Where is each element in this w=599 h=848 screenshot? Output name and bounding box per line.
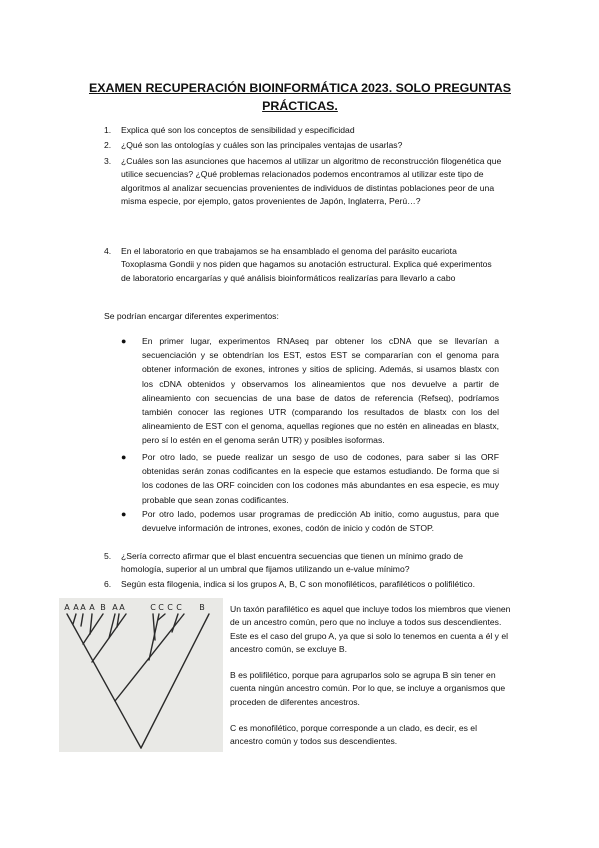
- question-text: ¿Sería correcto afirmar que el blast encuentra secuencias que tienen un mínimo grado de homología, superior al un umbral que fijamos utilizando un e-value mínimo?: [121, 551, 464, 575]
- question-number: 2.: [104, 140, 112, 150]
- question-2: [104, 139, 502, 152]
- question-4: [104, 245, 502, 285]
- answer-6-monophyletic: C es monofilético, porque corresponde a un clado, es decir, es el ancestro común y todos sus descendientes.: [230, 723, 477, 747]
- tree-leaf-label: C: [176, 603, 182, 612]
- title-line-1: EXAMEN RECUPERACIÓN BIOINFORMÁTICA 2023. SOLO PREGUNTAS: [88, 81, 511, 95]
- tree-leaf-label: C: [167, 603, 173, 612]
- answer-4-bullet-1: [121, 334, 499, 448]
- question-text: ¿Qué son las ontologías y cuáles son las principales ventajas de usarlas?: [121, 140, 403, 150]
- question-3: [104, 155, 502, 209]
- bullet-icon: ●: [121, 509, 127, 519]
- tree-leaf-label: B: [100, 603, 106, 612]
- question-6: [104, 578, 541, 591]
- answer-6-paraphyletic: Un taxón parafilético es aquel que incluye todos los miembros que vienen de un ancestro común, pero que no incluye a todos sus descendientes. Este es el caso del grupo A, ya que si solo lo tenemos en cuenta a él y el ancestro común, se excluye B.: [230, 604, 511, 655]
- page-title: [88, 79, 512, 115]
- tree-leaf-label: A: [64, 603, 70, 612]
- question-1: [104, 124, 502, 137]
- answer-4-intro: Se podrían encargar diferentes experimentos:: [104, 311, 279, 321]
- phylogeny-photo: [59, 598, 223, 752]
- question-5: [104, 550, 502, 577]
- question-text: Explica qué son los conceptos de sensibilidad y especificidad: [121, 125, 355, 135]
- question-number: 4.: [104, 246, 112, 256]
- bullet-text: Por otro lado, podemos usar programas de predicción Ab initio, como augustus, para que devuelve información de intrones, exones, codón de inicio y codón de STOP.: [142, 509, 499, 534]
- question-text: ¿Cuáles son las asunciones que hacemos al utilizar un algoritmo de reconstrucción filogenética que utilice secuencias? ¿Qué problemas relacionados podemos encontramos al utilizar este tipo de algoritmos al analizar secuencias provenientes de individuos de distintas poblaciones peor de una misma especie, por ejemplo, gatos provenientes de Japón, Inglaterra, Perú…?: [121, 156, 502, 207]
- bullet-icon: ●: [121, 336, 127, 346]
- question-text: En el laboratorio en que trabajamos se ha ensamblado el genoma del parásito eucariota Toxoplasma Gondii y nos piden que hagamos su anotación estructural. Explica qué experimentos de laboratorio encargarías y qué análisis bioinformáticos realizarías para llevarlo a cabo: [121, 246, 492, 283]
- question-number: 6.: [104, 579, 112, 589]
- tree-leaf-label: A: [112, 603, 118, 612]
- tree-leaf-label: C: [158, 603, 164, 612]
- question-text: Según esta filogenia, indica si los grupos A, B, C son monofiléticos, parafiléticos o polifilético.: [121, 579, 475, 589]
- answer-6-polyphyletic: B es polifilético, porque para agruparlos solo se agrupa B sin tener en cuenta ningún ancestro común. Por lo que, se incluye a organismos que proceden de diferentes ancestros.: [230, 670, 506, 707]
- bullet-text: En primer lugar, experimentos RNAseq par obtener los cDNA que se llevarían a secuenciación y se obtendrían los EST, estos EST se compararían con el genoma para obtener información de exones, intrones y sitios de splicing. Además, si usamos blastx con los cDNA obtenidos y observamos los alineamientos que nos devuelve a partir de alineamiento con secuencias de una base de datos de referencia (Refseq), podríamos también conocer las regiones UTR (comparando los resultados de blastx con los del alineamiento de EST con el genoma, aquellas regiones que no estén en alineadas en blastx, pero sí lo estén en el genoma serán UTR) y posibles isoformas.: [142, 336, 499, 446]
- answer-4-bullet-3: [121, 507, 499, 535]
- tree-leaf-label: A: [80, 603, 86, 612]
- question-number: 3.: [104, 156, 112, 166]
- tree-leaf-label: A: [89, 603, 95, 612]
- tree-leaf-label: B: [199, 603, 205, 612]
- phylogeny-tree: [59, 598, 223, 752]
- question-number: 1.: [104, 125, 112, 135]
- bullet-icon: ●: [121, 452, 127, 462]
- answer-4-bullet-2: [121, 450, 499, 507]
- tree-leaf-label: C: [150, 603, 156, 612]
- tree-leaf-label: A: [119, 603, 125, 612]
- tree-leaf-label: A: [73, 603, 79, 612]
- bullet-text: Por otro lado, se puede realizar un sesgo de uso de codones, para saber si las ORF obtenidas serán zonas codificantes en la especie que estamos estudiando. De forma que si los codones de las ORF coinciden con los codones más abundantes en esa especie, es muy probable que sean zonas codificantes.: [142, 452, 499, 505]
- title-line-2: PRÁCTICAS.: [262, 99, 338, 113]
- question-number: 5.: [104, 551, 112, 561]
